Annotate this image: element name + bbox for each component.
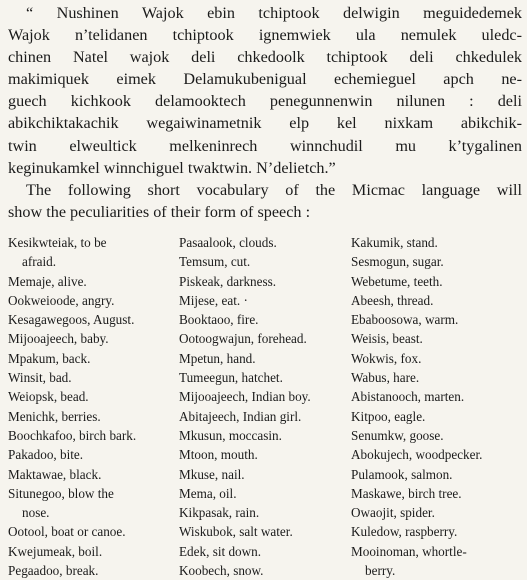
vocabulary-entry-text: Senumkw, goose. xyxy=(351,427,444,443)
prayer-line: “ Nushinen Wajok ebin tchiptook delwigin meguidedemek xyxy=(26,4,522,22)
vocabulary-entry-text: Wabus, hare. xyxy=(351,370,420,386)
vocabulary-entry-text: Abistanooch, marten. xyxy=(351,389,465,405)
vocabulary-entry-text: Kwejumeak, boil. xyxy=(8,543,103,559)
vocabulary-entry xyxy=(179,310,349,329)
vocabulary-entry xyxy=(8,368,176,387)
vocabulary-entry xyxy=(179,465,349,484)
vocabulary-entry-text: Piskeak, darkness. xyxy=(179,273,277,289)
vocabulary-entry-text: Kesagawegoos, August. xyxy=(8,312,135,328)
vocabulary-column-3 xyxy=(351,233,527,580)
intro-line: show the peculiarities of their form of speech : xyxy=(8,203,311,222)
vocabulary-entry xyxy=(351,368,527,387)
prayer-line: abikchiktakachik wegaiwinametnik elp kel nixkam abikchik- xyxy=(8,114,522,133)
vocabulary-entry-text: Mpakum, back. xyxy=(8,350,91,366)
vocabulary-entry xyxy=(351,291,527,310)
vocabulary-entry-text: Maktawae, black. xyxy=(8,466,102,482)
prayer-line: twin elweultick melkeninrech winnchudil mu k’tygalinen xyxy=(8,136,522,155)
vocabulary-entry-text: Mkusun, moccasin. xyxy=(179,427,282,443)
vocabulary-entry xyxy=(8,387,176,406)
vocabulary-entry xyxy=(351,329,527,348)
vocabulary-entry-text: Winsit, bad. xyxy=(8,370,72,386)
vocabulary-entry xyxy=(351,407,527,426)
vocabulary-entry-text: Mijooajeech, baby. xyxy=(8,331,109,347)
vocabulary-entry xyxy=(179,233,349,252)
vocabulary-entry-text: Abitajeech, Indian girl. xyxy=(179,408,302,424)
prayer-line: guech kichkook delamooktech penegunnenwin nilunen : deli xyxy=(8,92,522,111)
vocabulary-entry-text: Ebaboosowa, warm. xyxy=(351,312,459,328)
vocabulary-entry xyxy=(351,445,527,464)
vocabulary-entry xyxy=(351,310,527,329)
vocabulary-entry-text: Mooinoman, whortle- xyxy=(351,543,467,559)
vocabulary-entry-text: Pakadoo, bite. xyxy=(8,447,84,463)
prayer-line: chinen Natel wajok deli chkedoolk tchiptook deli chkedulek xyxy=(8,48,522,67)
vocabulary-entry xyxy=(179,503,349,522)
vocabulary-entry-text: Mema, oil. xyxy=(179,485,237,501)
vocabulary-entry-text: Menichk, berries. xyxy=(8,408,101,424)
vocabulary-entry xyxy=(179,542,349,561)
vocabulary-entry-text: Ootool, boat or canoe. xyxy=(8,524,126,540)
vocabulary-entry xyxy=(351,233,527,252)
vocabulary-entry xyxy=(179,445,349,464)
vocabulary-entry xyxy=(8,329,176,348)
vocabulary-entry xyxy=(8,522,176,541)
vocabulary-entry xyxy=(351,272,527,291)
vocabulary-entry-text: Mijese, eat. · xyxy=(179,292,248,308)
vocabulary-entry-continuation: berry. xyxy=(365,563,396,579)
vocabulary-entry-text: Webetume, teeth. xyxy=(351,273,443,289)
prayer-line: makimiquek eimek Delamukubenigual echemieguel apch ne- xyxy=(8,70,522,89)
vocabulary-entry xyxy=(179,561,349,580)
vocabulary-entry-continuation: afraid. xyxy=(22,254,57,270)
vocabulary-entry-text: Ootoogwajun, forehead. xyxy=(179,331,307,347)
vocabulary-entry xyxy=(179,522,349,541)
vocabulary-entry-text: Weisis, beast. xyxy=(351,331,423,347)
vocabulary-entry xyxy=(8,484,176,523)
vocabulary-entry xyxy=(179,349,349,368)
vocabulary-entry xyxy=(8,426,176,445)
vocabulary-entry-text: Kuledow, raspberry. xyxy=(351,524,458,540)
vocabulary-entry xyxy=(8,310,176,329)
vocabulary-entry-text: Weiopsk, bead. xyxy=(8,389,89,405)
vocabulary-entry-text: Kesikwteiak, to be xyxy=(8,235,107,250)
vocabulary-column-2 xyxy=(179,233,349,580)
vocabulary-entry-continuation: nose. xyxy=(22,505,50,521)
vocabulary-entry-text: Ookweioode, angry. xyxy=(8,292,115,308)
vocabulary-entry xyxy=(351,387,527,406)
vocabulary-entry-text: Maskawe, birch tree. xyxy=(351,485,462,501)
vocabulary-entry xyxy=(179,407,349,426)
vocabulary-entry-text: Wiskubok, salt water. xyxy=(179,524,293,540)
vocabulary-entry xyxy=(8,407,176,426)
vocabulary-entry xyxy=(351,522,527,541)
vocabulary-entry-text: Boochkafoo, birch bark. xyxy=(8,427,137,443)
vocabulary-entry-text: Memaje, alive. xyxy=(8,273,87,289)
vocabulary-entry-text: Situnegoo, blow the xyxy=(8,485,114,501)
vocabulary-entry-text: Koobech, snow. xyxy=(179,563,264,579)
vocabulary-entry-text: Mijooajeech, Indian boy. xyxy=(179,389,311,405)
vocabulary-entry xyxy=(8,291,176,310)
vocabulary-entry-text: Pegaadoo, break. xyxy=(8,563,99,579)
vocabulary-entry xyxy=(179,368,349,387)
vocabulary-entry-text: Sesmogun, sugar. xyxy=(351,254,444,270)
vocabulary-entry-text: Mkuse, nail. xyxy=(179,466,245,482)
vocabulary-entry-text: Owaojit, spider. xyxy=(351,505,435,521)
vocabulary-entry-text: Pulamook, salmon. xyxy=(351,466,453,482)
vocabulary-entry-text: Edek, sit down. xyxy=(179,543,262,559)
vocabulary-entry-text: Pasaalook, clouds. xyxy=(179,235,277,250)
vocabulary-entry xyxy=(8,272,176,291)
vocabulary-entry xyxy=(179,291,349,310)
vocabulary-entry-text: Kitpoo, eagle. xyxy=(351,408,426,424)
vocabulary-entry xyxy=(179,329,349,348)
vocabulary-entry-text: Tumeegun, hatchet. xyxy=(179,370,283,386)
vocabulary-entry-text: Mpetun, hand. xyxy=(179,350,256,366)
vocabulary-entry xyxy=(179,484,349,503)
vocabulary-entry xyxy=(351,252,527,271)
micmac-prayer-paragraph xyxy=(8,2,522,179)
vocabulary-entry xyxy=(8,465,176,484)
vocabulary-entry xyxy=(179,272,349,291)
vocabulary-intro-paragraph xyxy=(8,179,522,223)
vocabulary-entry xyxy=(8,349,176,368)
vocabulary-entry xyxy=(179,387,349,406)
vocabulary-entry xyxy=(8,561,176,580)
vocabulary-entry-text: Kikpasak, rain. xyxy=(179,505,260,521)
vocabulary-column-1 xyxy=(8,233,176,580)
vocabulary-entry xyxy=(351,465,527,484)
vocabulary-entry-text: Abeesh, thread. xyxy=(351,292,434,308)
vocabulary-entry xyxy=(351,484,527,503)
vocabulary-entry-text: Wokwis, fox. xyxy=(351,350,422,366)
intro-line: The following short vocabulary of the Micmac language will xyxy=(26,181,522,199)
vocabulary-entry-text: Abokujech, woodpecker. xyxy=(351,447,483,463)
vocabulary-entry xyxy=(351,349,527,368)
prayer-line: keginukamkel winnchiguel twaktwin. N’delietch.” xyxy=(8,158,336,177)
vocabulary-entry xyxy=(351,542,527,580)
vocabulary-entry xyxy=(351,503,527,522)
vocabulary-entry xyxy=(351,426,527,445)
vocabulary-entry-text: Booktaoo, fire. xyxy=(179,312,259,328)
vocabulary-entry xyxy=(8,445,176,464)
vocabulary-entry xyxy=(179,426,349,445)
vocabulary-entry-text: Mtoon, mouth. xyxy=(179,447,258,463)
vocabulary-entry-text: Kakumik, stand. xyxy=(351,235,438,250)
prayer-line: Wajok n’telidanen tchiptook ignemwiek ula nemulek uledc- xyxy=(8,26,522,45)
vocabulary-entry xyxy=(8,233,176,272)
vocabulary-entry xyxy=(8,542,176,561)
vocabulary-entry-text: Temsum, cut. xyxy=(179,254,251,270)
vocabulary-entry xyxy=(179,252,349,271)
